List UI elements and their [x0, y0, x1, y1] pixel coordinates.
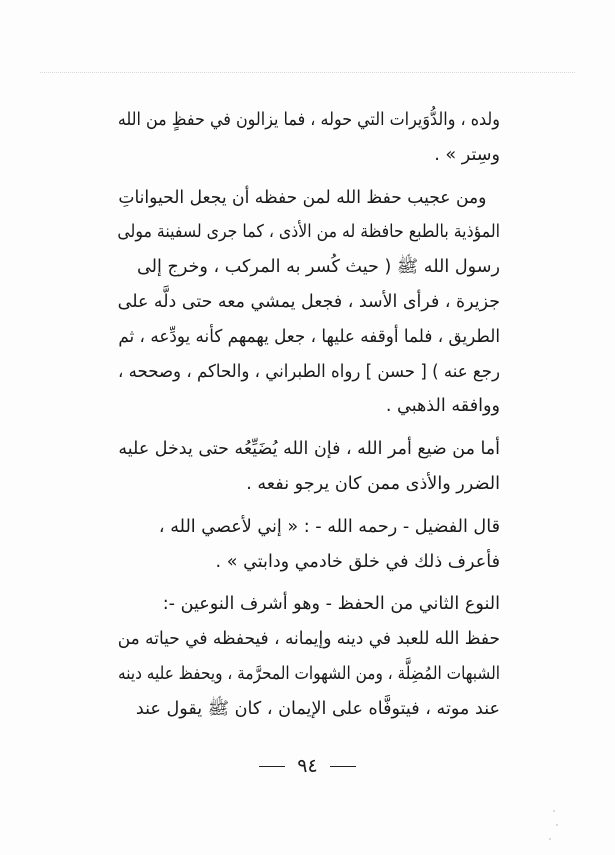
scan-speck [549, 838, 551, 840]
text-line: ومن عجيب حفظ الله لمن حفظه أن يجعل الحيواناتِ [118, 187, 487, 208]
text-line: جزيرة ، فرأى الأسد ، فجعل يمشي معه حتى دلَّه على [117, 291, 501, 312]
paragraph-1 [118, 103, 500, 173]
text-line: الشبهات المُضِلَّة ، ومن الشهوات المحرَّمة ، ويحفظ عليه دينه [118, 663, 500, 684]
page-number: ٩٤ [297, 755, 318, 777]
text-line: عند موته ، فيتوفَّاه على الإيمان ، كان ﷺ يقول عند [135, 698, 500, 719]
text-line: فأعرف ذلك في خلق خادمي ودابتي » . [215, 551, 500, 572]
header-rule [40, 72, 575, 73]
text-line: الضرر والأذى ممن كان يرجو نفعه . [246, 473, 500, 494]
paragraph-4 [118, 510, 500, 580]
text-line: ولده ، والدُّوَيرات التي حوله ، فما يزالون في حفظٍ من الله [117, 110, 501, 130]
footer-dash-left [259, 766, 285, 767]
text-line: حفظ الله للعبد في دينه وإيمانه ، فيحفظه في حياته من [117, 629, 500, 650]
paragraph-2 [118, 181, 500, 425]
text-line: المؤذية بالطبع حافظة له من الأذى ، كما جرى لسفينة مولى [117, 222, 501, 243]
text-line: ووافقه الذهبي . [385, 396, 500, 417]
page-footer [0, 755, 615, 777]
text-line: النوع الثاني من الحفظ - وهو أشرف النوعين -: [162, 594, 500, 615]
footer-dash-right [330, 766, 356, 767]
text-line: وسِتر » . [434, 144, 500, 165]
text-line: رجع عنه ) [ حسن ] رواه الطبراني ، والحاكم ، وصححه ، [118, 361, 500, 382]
paragraph-5 [118, 587, 500, 726]
text-line: أما من ضيع أمر الله ، فإن الله يُضَيِّعُه حتى يدخل عليه [118, 439, 501, 460]
text-line: قال الفضيل - رحمه الله - : « إني لأعصي الله ، [158, 516, 500, 537]
paragraph-3 [118, 432, 500, 502]
text-line: رسول الله ﷺ ( حيث كُسر به المركب ، وخرج إلى [136, 257, 500, 278]
body-text [118, 103, 500, 727]
scan-speck [556, 824, 558, 826]
scan-speck [553, 810, 555, 812]
text-line: الطريق ، فلما أوقفه عليها ، جعل يهمهم كأنه يودِّعه ، ثم [118, 326, 500, 347]
